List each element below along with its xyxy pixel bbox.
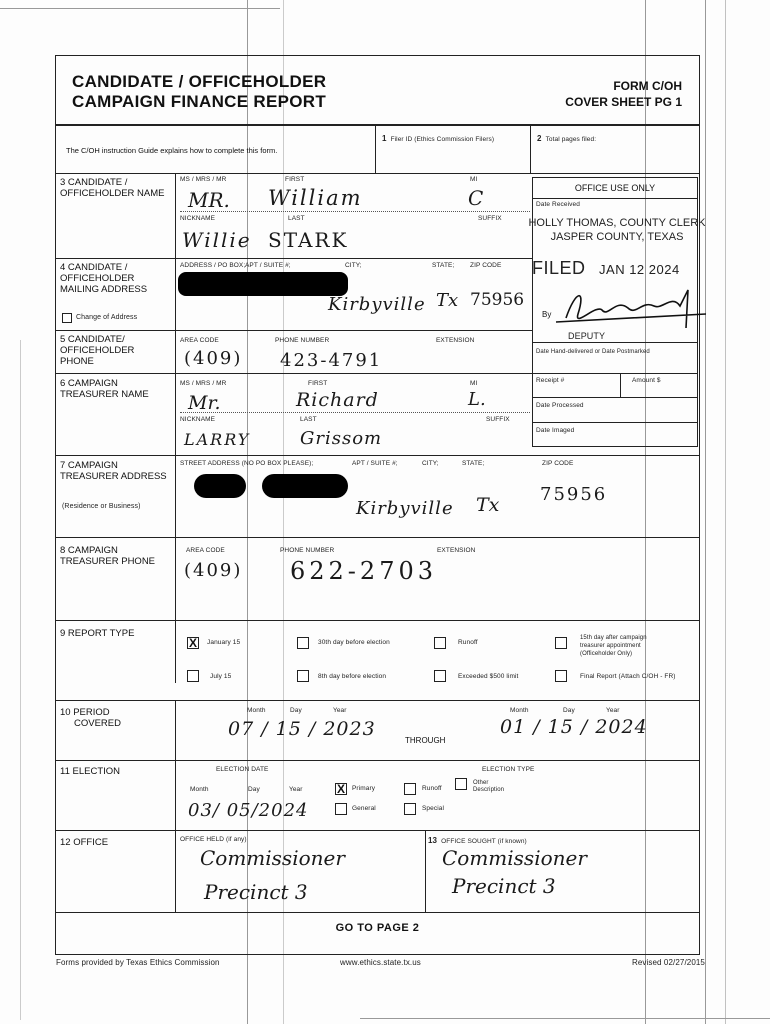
footer-provided: Forms provided by Texas Ethics Commission bbox=[56, 958, 220, 967]
receipt-label: Receipt # bbox=[536, 377, 565, 384]
election-runoff-label: Runoff bbox=[422, 785, 442, 792]
form-title-line1: CANDIDATE / OFFICEHOLDER bbox=[72, 72, 327, 91]
go-to-page-2: GO TO PAGE 2 bbox=[335, 922, 420, 934]
election-date-value: 03/ 05/2024 bbox=[188, 800, 309, 821]
form-id-line1: FORM C/OH bbox=[613, 79, 682, 93]
s4-address-label: ADDRESS / PO BOX; bbox=[180, 262, 246, 269]
s3-last-value: STARK bbox=[268, 228, 349, 252]
section-7-sublabel: (Residence or Business) bbox=[62, 503, 141, 510]
change-of-address-label: Change of Address bbox=[76, 314, 138, 321]
runoff-checkbox[interactable] bbox=[434, 637, 446, 649]
s6-title-value: Mr. bbox=[188, 392, 221, 414]
election-type-label: ELECTION TYPE bbox=[482, 766, 535, 773]
section-12-label: 12 OFFICE bbox=[60, 837, 109, 848]
s6-title-label: MS / MRS / MR bbox=[180, 380, 227, 387]
day8-label: 8th day before election bbox=[318, 673, 387, 680]
office-use-title: OFFICE USE ONLY bbox=[574, 183, 656, 193]
exceeded-label: Exceeded $500 limit bbox=[458, 673, 519, 680]
period-from-value: 07 / 15 / 2023 bbox=[228, 718, 376, 740]
s6-mi-value: L. bbox=[468, 389, 486, 410]
deputy-signature bbox=[546, 284, 716, 332]
s4-zip-value: 75956 bbox=[470, 290, 525, 310]
s4-city-value: Kirbyville bbox=[328, 294, 426, 315]
office-held-line2: Precinct 3 bbox=[204, 880, 308, 904]
date-imaged-label: Date Imaged bbox=[536, 427, 575, 434]
scan-line bbox=[0, 8, 280, 9]
s5-phone-value: 423-4791 bbox=[280, 350, 383, 371]
day15-label: 15th day after campaign treasurer appointment (Officeholder Only) bbox=[580, 635, 647, 657]
jul15-checkbox[interactable] bbox=[187, 670, 199, 682]
scan-line bbox=[20, 340, 21, 1020]
general-label: General bbox=[352, 805, 376, 812]
section-9-label: 9 REPORT TYPE bbox=[60, 628, 135, 639]
scan-line bbox=[725, 0, 726, 1024]
s6-mi-label: MI bbox=[470, 380, 478, 387]
redacted-address bbox=[178, 272, 348, 296]
general-checkbox[interactable] bbox=[335, 803, 347, 815]
s3-first-value: William bbox=[268, 186, 363, 210]
filed-word: FILED bbox=[532, 258, 586, 278]
scan-line bbox=[360, 1018, 770, 1019]
final-report-label: Final Report (Attach C/OH - FR) bbox=[580, 673, 676, 680]
office-sought-label: 13 OFFICE SOUGHT (if known) bbox=[428, 836, 527, 845]
s10-from-day-label: Day bbox=[290, 707, 302, 714]
section-6-label: 6 CAMPAIGN TREASURER NAME bbox=[60, 378, 149, 400]
special-label: Special bbox=[422, 805, 445, 812]
s3-mi-value: C bbox=[468, 186, 484, 210]
day8-checkbox[interactable] bbox=[297, 670, 309, 682]
filed-date: JAN 12 2024 bbox=[599, 262, 680, 277]
s3-first-label: FIRST bbox=[285, 176, 305, 183]
s7-zip-value: 75956 bbox=[540, 484, 608, 505]
form-title bbox=[72, 72, 326, 112]
s10-to-year-label: Year bbox=[606, 707, 620, 714]
special-checkbox[interactable] bbox=[404, 803, 416, 815]
scan-line bbox=[705, 0, 706, 1024]
s5-area-label: AREA CODE bbox=[180, 337, 219, 344]
election-runoff-checkbox[interactable] bbox=[404, 783, 416, 795]
form-id-line2: COVER SHEET PG 1 bbox=[565, 95, 682, 109]
s6-nickname-label: NICKNAME bbox=[180, 416, 216, 423]
exceeded-checkbox[interactable] bbox=[434, 670, 446, 682]
s3-mi-label: MI bbox=[470, 176, 478, 183]
deputy-label: DEPUTY bbox=[568, 331, 606, 341]
section-3-label: 3 CANDIDATE / OFFICEHOLDER NAME bbox=[60, 177, 165, 199]
s4-city-label: CITY; bbox=[345, 262, 362, 269]
day30-label: 30th day before election bbox=[318, 639, 390, 646]
redacted-street-1 bbox=[194, 474, 246, 498]
jul15-label: July 15 bbox=[210, 673, 232, 680]
section-8-label: 8 CAMPAIGN TREASURER PHONE bbox=[60, 545, 156, 567]
instructions-text: The C/OH instruction Guide explains how to complete this form. bbox=[66, 146, 278, 155]
jan15-label: January 15 bbox=[207, 639, 241, 646]
s8-area-value: (409) bbox=[184, 560, 243, 581]
s3-title-value: MR. bbox=[188, 188, 230, 212]
period-to-value: 01 / 15 / 2024 bbox=[500, 716, 648, 738]
jan15-checkbox[interactable]: X bbox=[188, 636, 197, 650]
s5-phone-label: PHONE NUMBER bbox=[275, 337, 330, 344]
other-label: Other Description bbox=[473, 780, 505, 793]
s3-title-label: MS / MRS / MR bbox=[180, 176, 227, 183]
s7-apt-label: APT / SUITE #; bbox=[352, 460, 398, 467]
s11-day-label: Day bbox=[248, 786, 260, 793]
form-title-line2: CAMPAIGN FINANCE REPORT bbox=[72, 92, 327, 111]
s6-nickname-value: LARRY bbox=[184, 430, 251, 449]
final-report-checkbox[interactable] bbox=[555, 670, 567, 682]
office-sought-line1: Commissioner bbox=[442, 846, 587, 870]
s7-street-label: STREET ADDRESS (NO PO BOX PLEASE); bbox=[180, 460, 314, 467]
s3-nickname-label: NICKNAME bbox=[180, 215, 216, 222]
s4-state-label: STATE; bbox=[432, 262, 455, 269]
s10-to-month-label: Month bbox=[510, 707, 529, 714]
hand-delivered-label: Date Hand-delivered or Date Postmarked bbox=[536, 349, 650, 355]
section-10-label: 10 PERIOD COVERED bbox=[60, 707, 121, 729]
s6-first-value: Richard bbox=[296, 389, 379, 411]
s5-area-value: (409) bbox=[184, 348, 243, 369]
amount-label: Amount $ bbox=[632, 377, 661, 384]
s4-apt-label: APT / SUITE #; bbox=[245, 262, 291, 269]
s10-to-day-label: Day bbox=[563, 707, 575, 714]
section-7-label: 7 CAMPAIGN TREASURER ADDRESS bbox=[60, 460, 167, 482]
s7-city-value: Kirbyville bbox=[356, 498, 454, 519]
footer-website: www.ethics.state.tx.us bbox=[340, 958, 421, 967]
clerk-county: JASPER COUNTY, TEXAS bbox=[550, 231, 684, 243]
section-4-label: 4 CANDIDATE / OFFICEHOLDER MAILING ADDRESS bbox=[60, 262, 148, 295]
s8-area-label: AREA CODE bbox=[186, 547, 225, 554]
filed-stamp bbox=[532, 258, 680, 279]
through-label: THROUGH bbox=[405, 736, 446, 745]
s3-last-label: LAST bbox=[288, 215, 305, 222]
change-of-address-checkbox[interactable] bbox=[62, 313, 72, 323]
s8-phone-value: 622-2703 bbox=[290, 557, 437, 585]
other-checkbox[interactable] bbox=[455, 778, 467, 790]
s8-phone-label: PHONE NUMBER bbox=[280, 547, 335, 554]
primary-checkbox[interactable]: X bbox=[336, 782, 345, 796]
s6-last-value: Grissom bbox=[300, 428, 383, 449]
day15-checkbox[interactable] bbox=[555, 637, 567, 649]
s7-state-label: STATE; bbox=[462, 460, 485, 467]
s7-zip-label: ZIP CODE bbox=[542, 460, 574, 467]
total-pages-label: 2 Total pages filed: bbox=[537, 134, 597, 143]
s6-first-label: FIRST bbox=[308, 380, 328, 387]
date-processed-label: Date Processed bbox=[536, 402, 584, 409]
by-label: By bbox=[542, 310, 552, 319]
s11-year-label: Year bbox=[289, 786, 303, 793]
office-sought-line2: Precinct 3 bbox=[452, 874, 556, 898]
s4-state-value: Tx bbox=[436, 290, 459, 311]
clerk-name: HOLLY THOMAS, COUNTY CLERK bbox=[528, 217, 706, 229]
s3-suffix-label: SUFFIX bbox=[478, 215, 502, 222]
s4-zip-label: ZIP CODE bbox=[470, 262, 502, 269]
date-received-label: Date Received bbox=[536, 201, 580, 208]
s10-from-month-label: Month bbox=[247, 707, 266, 714]
filer-id-label: 1 Filer ID (Ethics Commission Filers) bbox=[382, 134, 495, 143]
day30-checkbox[interactable] bbox=[297, 637, 309, 649]
s6-last-label: LAST bbox=[300, 416, 317, 423]
office-held-label: OFFICE HELD (if any) bbox=[180, 836, 247, 843]
footer-revised: Revised 02/27/2015 bbox=[632, 958, 705, 967]
s10-from-year-label: Year bbox=[333, 707, 347, 714]
election-date-label: ELECTION DATE bbox=[216, 766, 269, 773]
s11-month-label: Month bbox=[190, 786, 209, 793]
section-5-label: 5 CANDIDATE/ OFFICEHOLDER PHONE bbox=[60, 334, 135, 367]
s5-ext-label: EXTENSION bbox=[436, 337, 475, 344]
s6-suffix-label: SUFFIX bbox=[486, 416, 510, 423]
s8-ext-label: EXTENSION bbox=[437, 547, 476, 554]
section-11-label: 11 ELECTION bbox=[60, 766, 121, 777]
clerk-stamp bbox=[518, 216, 716, 244]
s7-state-value: Tx bbox=[476, 494, 500, 516]
redacted-street-2 bbox=[262, 474, 348, 498]
s3-nickname-value: Willie bbox=[182, 228, 252, 252]
form-id bbox=[565, 78, 682, 110]
primary-label: Primary bbox=[352, 785, 376, 792]
s7-city-label: CITY; bbox=[422, 460, 439, 467]
office-held-line1: Commissioner bbox=[200, 846, 345, 870]
runoff-report-label: Runoff bbox=[458, 639, 478, 646]
